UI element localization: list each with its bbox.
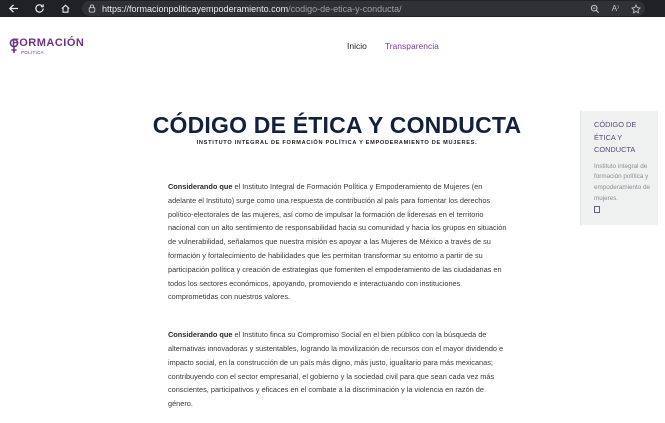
lock-icon	[88, 4, 97, 14]
main-nav	[347, 41, 439, 51]
paragraph-lead: Considerando que	[168, 330, 233, 340]
home-icon	[60, 3, 71, 14]
home-button[interactable]	[52, 0, 78, 17]
paragraph-lead: Considerando que	[168, 182, 233, 191]
document-icon[interactable]	[594, 206, 600, 213]
paragraph-text: el Instituto finca su Compromiso Social en el bien público con la búsqueda de alternativas innovadoras y sustentables, logrando la movilización de recursos con el mayor dividendo e impacto social, en la construcción de un país más digno, más justo, igualitario para más mexicanas; contribuyendo con el sector empresarial, el gobierno y la sociedad civil para que sean cada vez más conscientes, participativos y eficaces en el combate a la discriminación y la violencia en razón de género.	[168, 330, 504, 409]
logo-subtext: POLÍTICA	[21, 50, 44, 55]
address-bar-tools	[590, 1, 641, 16]
logo-text: FORMACIÓN	[12, 37, 85, 49]
page-subtitle: INSTITUTO INTEGRAL DE FORMACIÓN POLÍTICA Y EMPODERAMIENTO DE MUJERES.	[196, 140, 478, 146]
paragraph	[168, 180, 510, 304]
page-title: CÓDIGO DE ÉTICA Y CONDUCTA	[152, 112, 522, 138]
arrow-left-icon	[8, 3, 19, 14]
paragraph-text: el Instituto Integral de Formación Política y Empoderamiento de Mujeres (en adelante el Instituto) surge como una respuesta de contribución al país para fomentar los derechos político-electorales de las mujeres, así como de impulsar la formación de lideresas en el territorio nacional con un alto sentimiento de responsabilidad hacia su comunidad y hacia los grupos en situación de vulnerabilidad, señalamos que nuestra misión es apoyar a las Mujeres de México a través de su formación y fortalecimiento de habilidades que les permitan transformar su entorno a partir de su participación política y creación de estrategias que fomenten el empoderamiento de las ciudadanas en todos los sectores económicos, apoyando, promoviendo e interactuando con instituciones comprometidas con nuestros valores.	[168, 182, 507, 302]
url-domain: https://formacionpoliticayempoderamiento.com	[102, 3, 289, 14]
side-card-title: CÓDIGO DE ÉTICA Y CONDUCTA	[594, 120, 637, 154]
read-aloud-icon[interactable]: A⁾	[611, 4, 619, 13]
zoom-icon[interactable]	[590, 4, 600, 14]
browser-toolbar	[0, 0, 665, 17]
reload-button[interactable]	[26, 0, 52, 17]
url-path: /codigo-de-etica-y-conducta/	[288, 3, 402, 14]
back-button[interactable]	[0, 0, 26, 17]
nav-link-transparencia[interactable]: Transparencia	[384, 41, 439, 51]
site-logo[interactable]	[10, 37, 85, 61]
site-header	[0, 17, 665, 75]
side-card[interactable]	[580, 111, 658, 225]
url-text	[102, 4, 402, 14]
favorite-star-icon[interactable]	[631, 4, 641, 14]
side-card-description: Instituto integral de formación política y empoderamiento de mujeres.	[594, 162, 651, 202]
reload-icon	[34, 3, 45, 14]
main-content	[168, 180, 510, 411]
nav-link-inicio[interactable]: Inicio	[347, 41, 367, 51]
paragraph	[168, 328, 510, 411]
address-bar[interactable]	[82, 1, 645, 16]
